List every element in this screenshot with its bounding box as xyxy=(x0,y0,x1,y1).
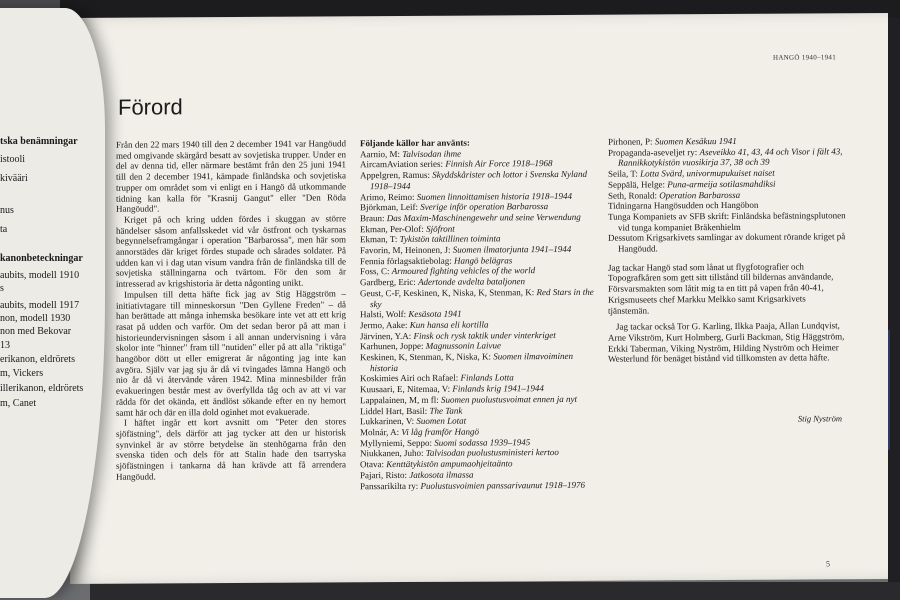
source-author: Geust, C-F, Keskinen, K, Niska, K, Stenman, K: xyxy=(360,286,537,299)
left-page-fragment: s xyxy=(0,283,4,294)
source-title: Sjöfront xyxy=(426,223,455,234)
source-title: Talvisodan puolustusministeri kertoo xyxy=(425,447,559,459)
source-title: Kun hansa eli kortilla xyxy=(409,319,489,330)
source-entry xyxy=(360,287,598,310)
source-title: Tykistön taktillinen toiminta xyxy=(399,233,501,245)
source-author: Seila, T: xyxy=(608,168,641,179)
source-author: Keskinen, K, Stenman, K, Niska, K: xyxy=(360,351,494,363)
source-title: Lotta Svärd, univormupukuiset naiset xyxy=(640,167,775,179)
source-author: Tunga Kompaniets av SFB skrift: Finländska befästningsplutonen vid tunga kompaniet Bräkenhielm xyxy=(608,210,846,233)
source-author: Gardberg, Eric: xyxy=(360,277,419,288)
source-title: Adertonde avdelta bataljonen xyxy=(418,276,526,288)
source-author: Seth, Ronald: xyxy=(608,189,660,201)
source-author: Jermo, Aake: xyxy=(360,319,410,331)
source-title: Puolustusvoimien panssarivaunut 1918–1976 xyxy=(420,479,585,491)
thanks-paragraph: Jag tackar också Tor G. Karling, Ilkka Paaja, Allan Lundqvist, Arne Vikström, Kurt Holmberg, Gurli Backman, Stig Häggström, Erkki Taberman, Viking Nyström, Hilding Nyström och Heimer Westerlund för benäget bistånd vid tillkomsten av detta häfte. xyxy=(608,320,845,365)
signature: Stig Nyström xyxy=(797,413,842,424)
source-entry xyxy=(360,479,598,491)
source-title: Das Maxim-Maschinengewehr und seine Verwendung xyxy=(386,211,581,223)
source-author: Propaganda-aseveljet ry: xyxy=(608,146,700,158)
source-author: Björkman, Leif: xyxy=(360,202,421,213)
source-title: Finsk och rysk taktik under vinterkriget xyxy=(413,329,556,341)
source-entry xyxy=(360,212,598,224)
left-page-fragment: kanonbeteckningar xyxy=(0,253,83,264)
left-page-fragment: nus xyxy=(0,205,14,216)
source-author: Ekman, Per-Olof: xyxy=(360,223,427,234)
left-page-fragment: non, modell 1930 xyxy=(0,313,71,324)
source-title: Suomen ilmatorjunta 1941–1944 xyxy=(452,243,572,255)
source-author: Kuusaari, E, Nitemaa, V: xyxy=(360,383,453,395)
source-title: Suomen Lotat xyxy=(416,415,467,427)
source-author: Panssarikilta ry: xyxy=(360,480,421,491)
source-author: Favorin, M, Heinonen, J: xyxy=(360,244,453,256)
source-title: Armoured fighting vehicles of the world xyxy=(391,265,536,277)
source-author: Fennia förlagsaktiebolag: xyxy=(360,255,454,266)
source-author: Arimo, Reimo: xyxy=(360,191,417,202)
source-title: Suomen linnoittamisen historia 1918–1944 xyxy=(416,190,572,202)
left-page-fragment: illerikanon, eldrörets xyxy=(0,383,84,394)
source-author: Niukkanen, Juho: xyxy=(360,448,426,459)
source-author: Lappalainen, M, m fl: xyxy=(360,394,441,406)
source-title: Suomen ilmavoiminen historia xyxy=(370,350,573,373)
source-entry xyxy=(360,351,598,374)
page-title: Förord xyxy=(118,94,183,120)
left-page-fragment: 13 xyxy=(0,340,10,351)
intro-paragraph: I häftet ingår ett kort avsnitt om "Peter den stores sjöfästning", dels därför att jag tycker att den ur historisk synvinkel är av större betydelse än stenhögarna från den svenska tiden och dels för att Stalin hade den tsarryska sjöfästningen i tankarna då han krävde att få arrendera Hangöudd. xyxy=(116,416,346,482)
source-author: Appelgren, Ramus: xyxy=(360,169,433,181)
source-entry xyxy=(360,394,598,406)
intro-paragraph: Impulsen till detta häfte fick jag av Stig Häggström – initiativtagare till minneskorsun "Den Gyllene Freden" – då han berättade att många inhemska besökare inte vet att ett krig rasat på udden och varför. Om det sedan beror på att man i historieundervisningen såsom i all annan undervisning i våra skolor inte "hinner" fram till "nutiden" eller på att alla "riktiga" hangöbor dött ut eller emigrerat är någonting jag inte kan avgöra. Själv var jag sju år då vi tvingades lämna Hangö och nio år då vi återvände våren 1942. Mina minnesbilder från evakueringen består mest av överfyllda tåg och av att vi var rädda för det okända, ett ändlöst sökande efter en ny hemort samt här och där en illa dold oginhet mot evakuerade. xyxy=(116,288,346,418)
intro-column xyxy=(116,138,346,482)
source-title: Finnish Air Force 1918–1968 xyxy=(445,158,553,170)
source-title: Finlands krig 1941–1944 xyxy=(452,383,544,394)
source-title: Operation Barbarossa xyxy=(659,189,741,200)
source-entry xyxy=(360,244,598,256)
source-title: Kesäsota 1941 xyxy=(408,308,462,320)
source-title: Jatkosota ilmassa xyxy=(409,469,474,480)
source-author: Seppälä, Helge: xyxy=(608,179,668,190)
intro-paragraph: Från den 22 mars 1940 till den 2 december 1941 var Hangöudd med omgivande skärgård besatt av sovjetiska trupper. Under en del av denna tid, eller närmare bestämt från den 25 juni 1941 till den 2 december 1941, kämpade finländska och sovjetiska trupper om området som vi enligt en i Hangö då utkommande tidning kan kalla för "Krasnij Gangut" eller "Den Röda Hangöudd". xyxy=(116,138,346,214)
source-title: Suomi sodassa 1939–1945 xyxy=(434,436,531,448)
source-author: Myllyniemi, Seppo: xyxy=(360,437,435,448)
source-entry xyxy=(608,232,848,255)
source-author: Karhunen, Joppe: xyxy=(360,341,426,352)
sources-column xyxy=(360,137,598,492)
source-title: Vi låg framför Hangö xyxy=(401,426,479,437)
source-title: Skyddskårister och lottor i Svenska Nyland 1918–1944 xyxy=(370,168,587,191)
source-author: Foss, C: xyxy=(360,266,392,277)
left-page-fragment: non med Bekovar xyxy=(0,326,72,337)
source-entry xyxy=(360,190,598,202)
source-title: Hangö belägras xyxy=(453,255,513,266)
source-title: Magnussonin Laivue xyxy=(425,340,501,352)
source-title: Red Stars in the sky xyxy=(370,286,594,309)
source-author: Ekman, T: xyxy=(360,234,400,245)
left-page-fragment: m, Canet xyxy=(0,398,37,409)
book-cover-bottom xyxy=(90,582,900,600)
left-page-fragment: m, Vickers xyxy=(0,368,44,379)
intro-paragraph: Kriget på och kring udden fördes i skuggan av större händelser såsom anfallsskedet vid vår östfront och tyskarnas begynnelseframgångar i operation "Barbarossa", men här som annorstädes där kriget fördes stupade och sårades soldater. På udden kan vi i dag utan visum vandra från de finländska till de sovjetiska ställningarna och tvärtom. För den som är intresserad av krigshistoria är detta någonting unikt. xyxy=(116,213,346,289)
source-author: Molnár, A: xyxy=(360,426,402,438)
source-title: The Tank xyxy=(429,405,463,416)
source-author: Tidningarna Hangösudden och Hangöbon xyxy=(608,200,759,211)
source-title: Kenttätykistön ampumaohjeitaänto xyxy=(386,458,513,470)
left-page-fragment: aubits, modell 1917 xyxy=(0,300,80,311)
source-title: Sverige inför operation Barbarossa xyxy=(420,201,549,213)
source-title: Aseveikko 41, 43, 44 och Visor i fält 43, Rannikkotykistön vuosikirja 37, 38 och 39 xyxy=(618,145,843,169)
left-page-fragment: tska benämningar xyxy=(0,136,78,147)
left-page-fragment: kivääri xyxy=(0,173,28,184)
left-page-fragment: aubits, modell 1910 xyxy=(0,270,80,281)
source-author: Lukkarinen, V: xyxy=(360,416,417,427)
source-title: Suomen puolustusvoimat ennen ja nyt xyxy=(440,393,577,405)
left-page-fragment: ta xyxy=(0,224,8,235)
source-author: Pajari, Risto: xyxy=(360,469,410,481)
sources-thanks-column xyxy=(608,135,848,365)
source-author: Liddel Hart, Basil: xyxy=(360,405,430,416)
source-title: Puna-armeija sotilasmahdiksi xyxy=(667,178,776,190)
source-author: Halsti, Wolf: xyxy=(360,309,409,320)
source-title: Finlands Lotta xyxy=(460,372,514,384)
source-title: Suomen Kesäkuu 1941 xyxy=(654,135,737,147)
right-page xyxy=(70,13,888,584)
source-author: Braun: xyxy=(360,212,387,224)
source-author: Koskimies Airi och Rafael: xyxy=(360,373,461,384)
book-cover-right xyxy=(888,18,900,588)
source-author: AircamAviation series: xyxy=(360,159,446,170)
sources-heading: Följande källor har använts: xyxy=(360,137,470,149)
page-number: 5 xyxy=(826,559,830,569)
source-author: Pirhonen, P: xyxy=(608,136,655,147)
source-author: Järvinen, Y.A: xyxy=(360,330,414,341)
source-author: Dessutom Krigsarkivets samlingar av dokument rörande kriget på Hangöudd. xyxy=(608,231,846,254)
thanks-paragraph: Jag tackar Hangö stad som lånat ut flygfotografier och Topografkåren som gett sitt tillstånd till bildernas användande, Försvarsmakten som låtit mig ta en titt på vapen från 40-41, Krigsmuseets chef Markku Melkko samt Krigsarkivets tjänstemän. xyxy=(608,261,834,316)
left-page-fragment: erikanon, eldrörets xyxy=(0,354,75,365)
left-page-fragment: istooli xyxy=(0,154,26,165)
source-entry xyxy=(608,210,848,233)
source-title: Talvisodan ihme xyxy=(402,148,462,159)
running-head: HANGÖ 1940–1941 xyxy=(772,53,836,62)
source-author: Aarnio, M: xyxy=(360,148,403,159)
source-entry xyxy=(360,169,598,192)
source-entry xyxy=(608,146,848,169)
source-author: Otava: xyxy=(360,459,387,470)
